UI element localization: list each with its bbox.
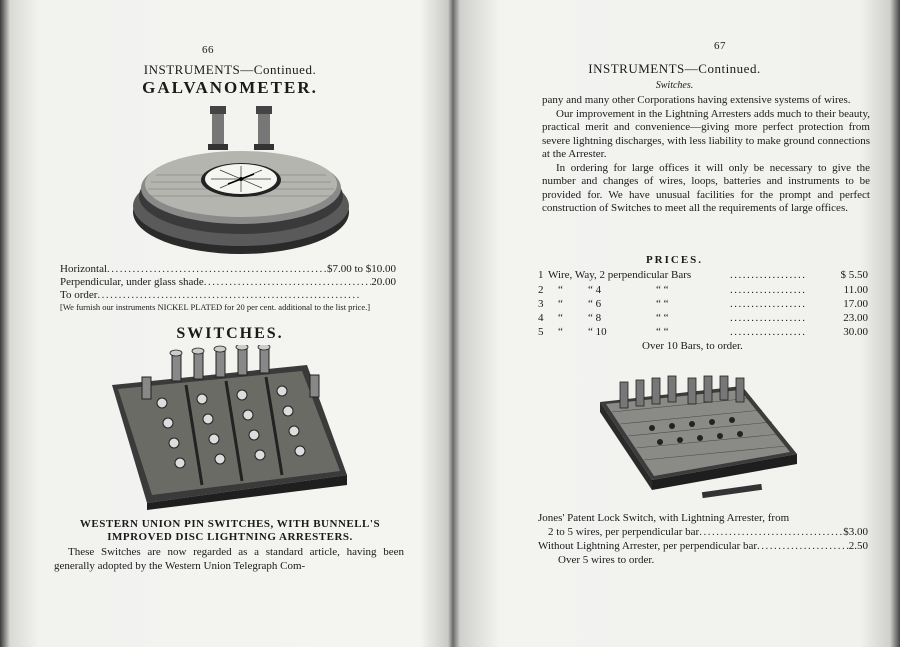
switch-caption-line-2: IMPROVED DISC LIGHTNING ARRESTERS. [107,531,353,543]
price-row-3: 3 “ “ 6 “ “ .................. 17.00 [538,298,868,310]
lock-switch-illustration [592,372,802,504]
prices-title: PRICES. [645,254,704,266]
lock-switch-line-3: Without Lightning Arrester, per perpendicular bar ..... 2.50 [538,540,868,552]
galvanometer-illustration [126,100,356,258]
price-row-to-order: To order ..... [60,289,360,301]
price-row-horizontal: Horizontal ..... $7.00 to $10.00 [60,263,396,275]
switch-description: These Switches are now regarded as a standard article, having been generally adopted by the Western Union Telegraph Com- [54,546,404,572]
price-row-1: 1 Wire, Way, 2 perpendicular Bars .................. $ 5.50 [538,269,868,281]
over-ten-bars-note: Over 10 Bars, to order. [642,340,743,352]
lock-switch-line-1: Jones' Patent Lock Switch, with Lightning Arrester, from [538,512,790,524]
price-row-4: 4 “ “ 8 “ “ .................. 23.00 [538,312,868,324]
lock-switch-line-2: 2 to 5 wires, per perpendicular bar ..... $3.00 [548,526,868,538]
page-number: 67 [714,40,726,52]
left-page [14,0,446,647]
price-row-perpendicular: Perpendicular, under glass shade ..... 20.00 [60,276,396,288]
section-title: INSTRUMENTS—Continued. [588,61,761,76]
switch-body-text: pany and many other Corporations having extensive systems of wires. Our improvement in the Lightning Arresters adds much to their beauty, practical merit and convenience—giving more perfect protection from severe lightning discharges, with less liability to make ground connections at the Arrester. In ordering for large offices it will only be necessary to give the number and changes of wires, loops, batteries and instruments to be provided for. We have unusual facilities for the prompt and perfect construction of Switches to meet all the requirements of large offices. [542,94,870,214]
lock-switch-line-4: Over 5 wires to order. [558,554,655,566]
section-title: INSTRUMENTS—Continued. [143,62,317,77]
nickel-plated-note: [We furnish our instruments NICKEL PLATED for 20 per cent. additional to the list price.] [60,302,371,312]
page-number: 66 [202,44,214,56]
price-row-5: 5 “ “ 10 “ “ .................. 30.00 [538,326,868,338]
pin-switch-illustration [102,345,352,510]
price-row-2: 2 “ “ 4 “ “ .................. 11.00 [538,284,868,296]
switch-caption-line-1: WESTERN UNION PIN SWITCHES, WITH BUNNELL'S [79,518,381,530]
galvanometer-title: GALVANOMETER. [142,78,318,97]
switches-subtitle: Switches. [655,80,694,91]
right-page [462,0,887,647]
switches-title: SWITCHES. [176,325,284,342]
